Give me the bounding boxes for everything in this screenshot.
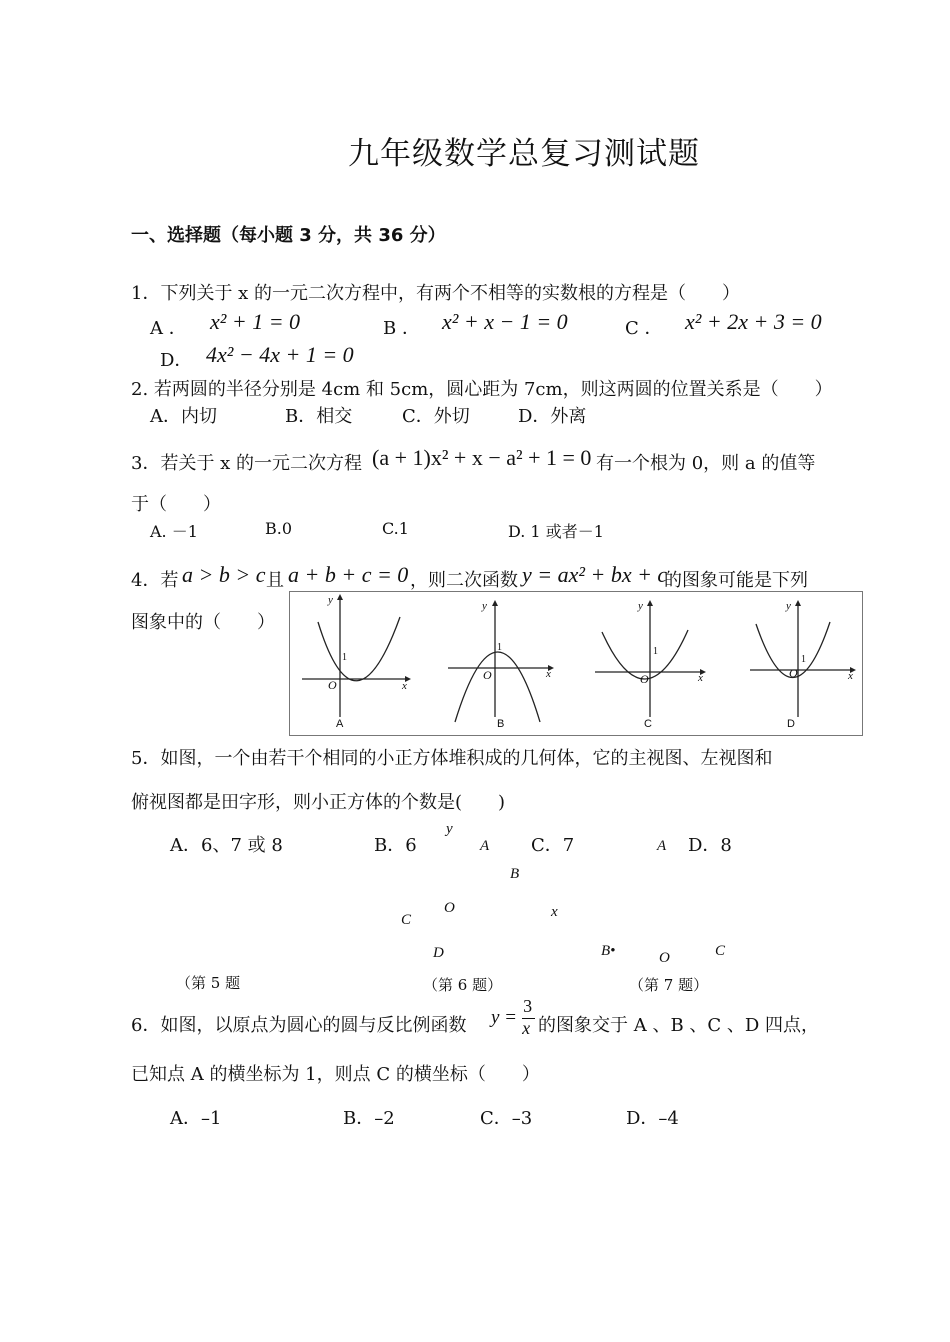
- graph-b-origin: O: [483, 668, 492, 682]
- q4-condition-1: a > b > c: [182, 562, 266, 587]
- graph-c-origin: O: [640, 672, 649, 686]
- question-6-stem: 6．如图，以原点为圆心的圆与反比例函数: [131, 1015, 467, 1036]
- fig7-label-c: C: [715, 943, 726, 959]
- graph-a-x-label: x: [402, 680, 407, 692]
- q1-option-b-equation: x² + x − 1 = 0: [442, 309, 568, 334]
- q1-option-c-label: C ．: [625, 318, 663, 339]
- fig7-label-o: O: [659, 950, 670, 966]
- graph-c-x-label: x: [698, 672, 703, 684]
- q3-option-c: C.1: [382, 519, 409, 538]
- fig7-label-b: B•: [601, 943, 616, 959]
- question-2-stem: 2. 若两圆的半径分别是 4cm 和 5cm，圆心距为 7cm，则这两圆的位置关系是（ ）: [131, 379, 833, 400]
- figure-6-caption: （第 6 题）: [423, 976, 503, 994]
- q2-option-d: D．外离: [518, 406, 587, 427]
- q2-option-a: A．内切: [150, 406, 217, 427]
- graph-d-caption: D: [787, 718, 795, 730]
- q1-option-c-equation: x² + 2x + 3 = 0: [685, 309, 822, 334]
- q5-option-b: B．6: [374, 835, 417, 856]
- q6-option-d: D．–4: [626, 1108, 679, 1129]
- question-4-line2: 图象中的（ ）: [131, 612, 275, 633]
- q4-stem-mid: ，则二次函数: [410, 570, 518, 591]
- q6-function-y: y =: [491, 1007, 518, 1028]
- page-title: 九年级数学总复习测试题: [348, 136, 700, 172]
- fig6-label-o: O: [444, 900, 455, 916]
- question-3-line2: 于（ ）: [131, 494, 221, 515]
- fig6-label-c: C: [401, 912, 412, 928]
- q6-option-a: A．–1: [170, 1108, 222, 1129]
- graph-d-one: 1: [801, 654, 806, 665]
- fig6-label-b: B: [510, 866, 520, 882]
- question-3-stem-cont: 有一个根为 0，则 a 的值等: [596, 453, 816, 474]
- fig6-label-a: A: [480, 838, 490, 854]
- graph-c-caption: C: [644, 718, 652, 730]
- graph-b-y-label: y: [482, 600, 487, 612]
- graph-d-y-label: y: [786, 600, 791, 612]
- graph-a-y-label: y: [328, 594, 333, 606]
- question-4-stem: 4．若: [131, 570, 179, 591]
- q3-option-a: A. －1: [150, 522, 198, 541]
- graph-b-x-label: x: [546, 668, 551, 680]
- figure-7-caption: （第 7 题）: [629, 976, 709, 994]
- fig6-label-x: x: [551, 904, 558, 920]
- figure-5-caption: （第 5 题: [176, 974, 241, 992]
- fig6-label-d: D: [433, 945, 444, 961]
- fig7-label-a: A: [657, 838, 667, 854]
- question-6-stem-cont: 的图象交于 A 、B 、C 、D 四点，: [538, 1015, 820, 1036]
- q5-option-c: C．7: [531, 835, 575, 856]
- q1-option-d-label: D．: [160, 350, 193, 371]
- q4-graphs-figure: [289, 591, 863, 736]
- q4-function: y = ax² + bx + c: [522, 562, 668, 587]
- q6-function: [491, 998, 536, 1038]
- question-1-stem: 1．下列关于 x 的一元二次方程中，有两个不相等的实数根的方程是（ ）: [131, 283, 741, 304]
- q3-option-d: D. 1 或者－1: [508, 522, 604, 541]
- graph-d-x-label: x: [848, 670, 853, 682]
- graph-d-origin: O: [789, 666, 798, 680]
- question-3-stem: 3．若关于 x 的一元二次方程: [131, 453, 363, 474]
- graph-a-origin: O: [328, 678, 337, 692]
- q6-option-b: B．–2: [343, 1108, 395, 1129]
- q1-option-d-equation: 4x² − 4x + 1 = 0: [206, 342, 354, 367]
- q2-option-b: B．相交: [285, 406, 353, 427]
- graph-b-one: 1: [497, 642, 502, 653]
- graph-a-caption: A: [336, 718, 344, 730]
- q4-and: 且: [266, 570, 284, 591]
- graph-b-caption: B: [497, 718, 505, 730]
- question-5-line1: 5．如图，一个由若干个相同的小正方体堆积成的几何体，它的主视图、左视图和: [131, 748, 773, 769]
- q4-stem-post: 的图象可能是下列: [664, 570, 808, 591]
- q1-option-b-label: B ．: [383, 318, 420, 339]
- q2-option-c: C．外切: [402, 406, 470, 427]
- q5-option-a: A．6、7 或 8: [170, 835, 283, 856]
- q6-option-c: C．–3: [480, 1108, 533, 1129]
- q4-graphs-svg: [290, 592, 862, 735]
- q1-option-a-equation: x² + 1 = 0: [210, 309, 301, 334]
- graph-c-one: 1: [653, 646, 658, 657]
- graph-c-y-label: y: [638, 600, 643, 612]
- graph-b-parabola: [455, 652, 540, 722]
- q1-option-a-label: A ．: [150, 318, 187, 339]
- q6-fraction-denominator: x: [522, 1018, 531, 1038]
- question-5-line2: 俯视图都是田字形，则小正方体的个数是( ): [131, 792, 506, 813]
- question-6-line2: 已知点 A 的横坐标为 1，则点 C 的横坐标（ ）: [131, 1064, 540, 1085]
- graph-a-one: 1: [342, 652, 347, 663]
- fig6-label-y: y: [446, 821, 453, 837]
- q6-fraction: [522, 998, 536, 1038]
- q3-option-b: B.0: [265, 519, 293, 538]
- q6-fraction-numerator: 3: [523, 996, 533, 1016]
- q3-equation: (a + 1)x² + x − a² + 1 = 0: [372, 445, 592, 470]
- section-header: 一、选择题（每小题 3 分，共 36 分）: [131, 225, 446, 246]
- graph-a-parabola: [318, 617, 400, 681]
- q5-option-d: D．8: [688, 835, 732, 856]
- q4-condition-2: a + b + c = 0: [288, 562, 409, 587]
